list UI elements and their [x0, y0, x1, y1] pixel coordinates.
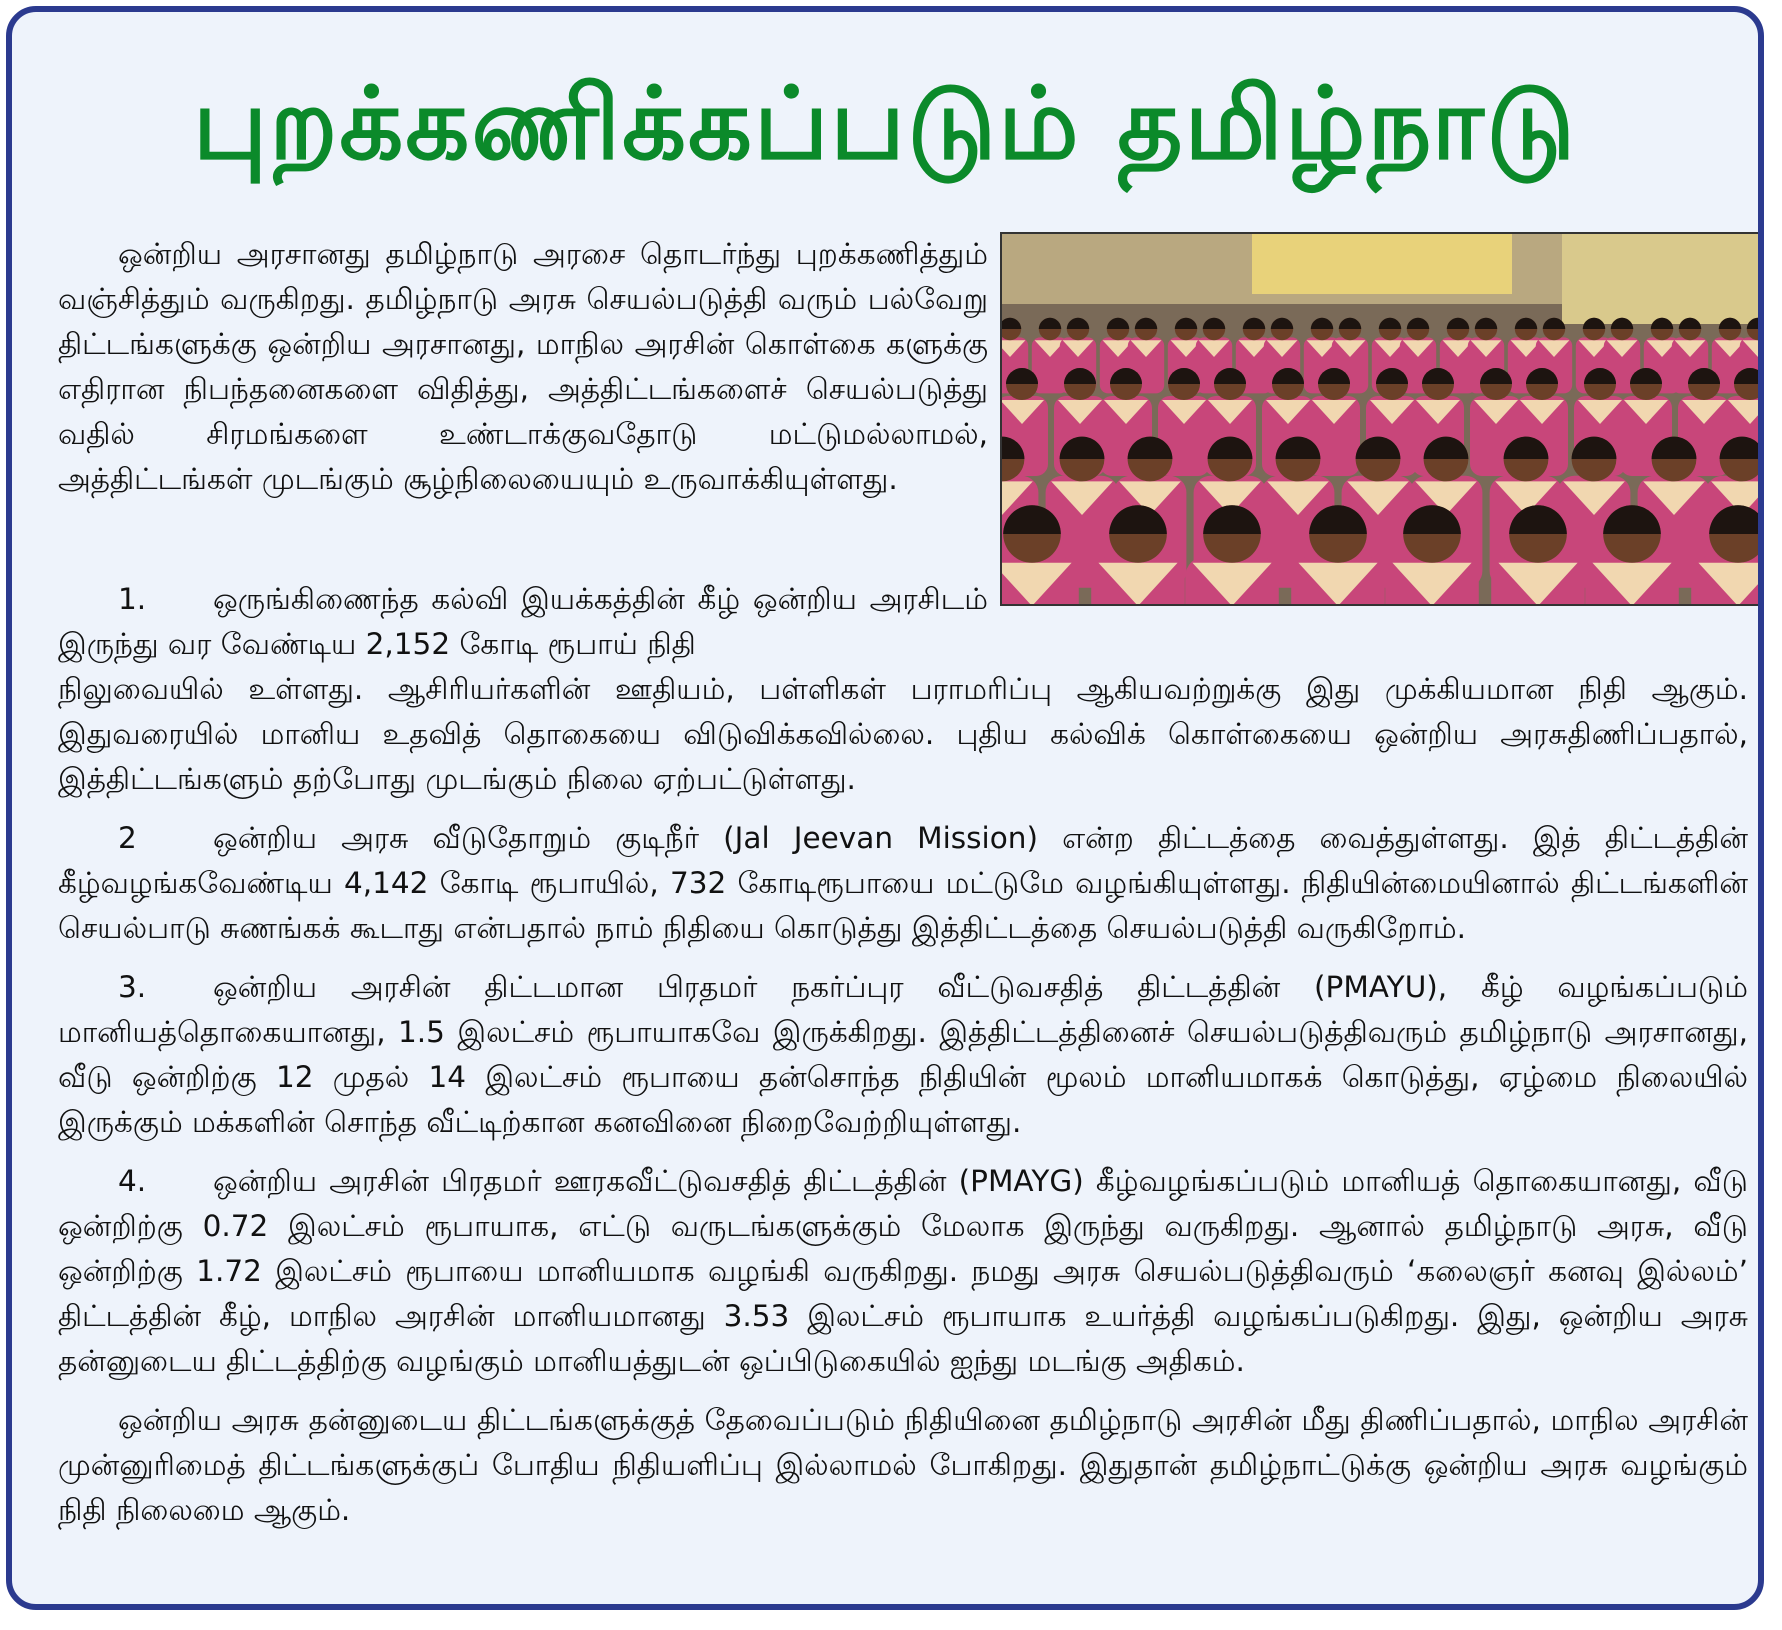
point-number: 4. — [118, 1164, 147, 1198]
point-4 — [58, 1159, 1748, 1384]
schoolgirls-assembly-image — [1002, 234, 1758, 604]
point-1-lead — [58, 577, 988, 667]
article-title: புறக்கணிக்கப்படும் தமிழ்நாடு — [192, 65, 1578, 182]
point-3 — [58, 965, 1748, 1145]
point-2 — [58, 816, 1748, 951]
point-number: 3. — [118, 970, 147, 1004]
point-number: 2 — [118, 821, 137, 855]
point-1-continuation: நிலுவையில் உள்ளது. ஆசிரியர்களின் ஊதியம், பள்ளிகள் பராமரிப்பு ஆகியவற்றுக்கு இது முக்கியமான நிதி ஆகும். இதுவரையில் மானிய உதவித் தொகையை விடுவிக்கவில்லை. புதிய கல்விக் கொள்கையை ஒன்றிய அரசுதிணிப்பதால், இத்திட்டங்களும் தற்போது முடங்கும் நிலை ஏற்பட்டுள்ளது. — [58, 672, 1748, 796]
point-1-lead-block — [58, 577, 988, 667]
intro-column — [58, 232, 988, 502]
point-2-text: ஒன்றிய அரசு வீடுதோறும் குடிநீர் (Jal Jeevan Mission) என்ற திட்டத்தை வைத்துள்ளது. இத் திட்டத்தின் கீழ்வழங்கவேண்டிய 4,142 கோடி ரூபாயில், 732 கோடிரூபாயை மட்டுமே வழங்கியுள்ளது. நிதியின்மையினால் திட்டங்களின் செயல்பாடு சுணங்கக் கூடாது என்பதால் நாம் நிதியை கொடுத்து இத்திட்டத்தை செயல்படுத்தி வருகிறோம். — [58, 821, 1748, 945]
article-frame — [6, 6, 1764, 1610]
point-number: 1. — [118, 582, 147, 616]
intro-paragraph: ஒன்றிய அரசானது தமிழ்நாடு அரசை தொடர்ந்து புறக்கணித்தும் வஞ்சித்தும் வருகிறது. தமிழ்நாடு அரசு செயல்படுத்தி வரும் பல்வேறு திட்டங்களுக்கு ஒன்றிய அரசானது, மாநில அரசின் கொள்கை களுக்கு எதிரான நிபந்தனைகளை விதித்து, அத்திட்டங்களைச் செயல்படுத்து வதில் சிரமங்களை உண்டாக்குவதோடு மட்டுமல்லாமல், அத்திட்டங்கள் முடங்கும் சூழ்நிலையையும் உருவாக்கியுள்ளது. — [58, 237, 988, 496]
article-body — [58, 667, 1748, 1547]
students-photo — [1000, 232, 1760, 606]
conclusion-paragraph: ஒன்றிய அரசு தன்னுடைய திட்டங்களுக்குத் தேவைப்படும் நிதியினை தமிழ்நாடு அரசின் மீது திணிப்பதால், மாநில அரசின் முன்னுரிமைத் திட்டங்களுக்குப் போதிய நிதியளிப்பு இல்லாமல் போகிறது. இதுதான் தமிழ்நாட்டுக்கு ஒன்றிய அரசு வழங்கும் நிதி நிலைமை ஆகும். — [58, 1403, 1748, 1527]
point-3-text: ஒன்றிய அரசின் திட்டமான பிரதமர் நகர்ப்புர வீட்டுவசதித் திட்டத்தின் (PMAYU), கீழ் வழங்கப்படும் மானியத்தொகையானது, 1.5 இலட்சம் ரூபாயாகவே இருக்கிறது. இத்திட்டத்தினைச் செயல்படுத்திவரும் தமிழ்நாடு அரசானது, வீடு ஒன்றிற்கு 12 முதல் 14 இலட்சம் ரூபாயை தன்சொந்த நிதியின் மூலம் மானியமாகக் கொடுத்து, ஏழ்மை நிலையில் இருக்கும் மக்களின் சொந்த வீட்டிற்கான கனவினை நிறைவேற்றியுள்ளது. — [58, 970, 1748, 1139]
point-1-lead-text: ஒருங்கிணைந்த கல்வி இயக்கத்தின் கீழ் ஒன்றிய அரசிடம் இருந்து வர வேண்டிய 2,152 கோடி ரூபாய் நிதி — [58, 582, 988, 661]
point-4-text: ஒன்றிய அரசின் பிரதமர் ஊரகவீட்டுவசதித் திட்டத்தின் (PMAYG) கீழ்வழங்கப்படும் மானியத் தொகையானது, வீடு ஒன்றிற்கு 0.72 இலட்சம் ரூபாயாக, எட்டு வருடங்களுக்கும் மேலாக இருந்து வருகிறது. ஆனால் தமிழ்நாடு அரசு, வீடு ஒன்றிற்கு 1.72 இலட்சம் ரூபாயை மானியமாக வழங்கி வருகிறது. நமது அரசு செயல்படுத்திவரும் ‘கலைஞர் கனவு இல்லம்’ திட்டத்தின் கீழ், மாநில அரசின் மானியமானது 3.53 இலட்சம் ரூபாயாக உயர்த்தி வழங்கப்படுகிறது. இது, ஒன்றிய அரசு தன்னுடைய திட்டத்திற்கு வழங்கும் மானியத்துடன் ஒப்பிடுகையில் ஐந்து மடங்கு அதிகம். — [58, 1164, 1748, 1378]
